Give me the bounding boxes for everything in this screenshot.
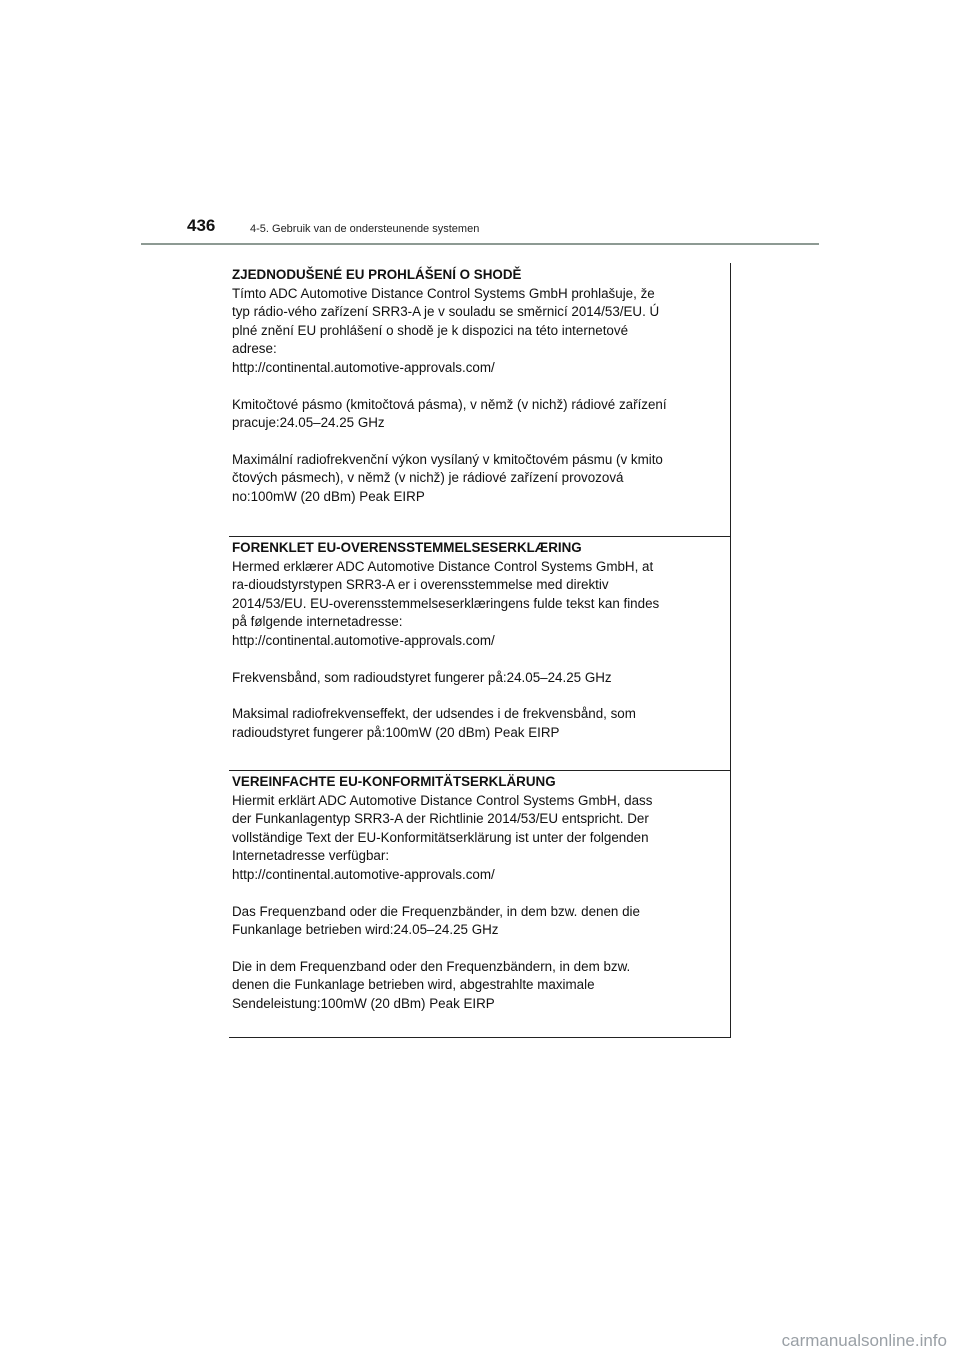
intro-line: på følgende internetadresse: [232, 614, 403, 630]
power-line: čtových pásmech), v němž (v nichž) je rádiové zařízení provozová [232, 470, 624, 486]
approval-url: http://continental.automotive-approvals.com/ [232, 866, 495, 882]
declaration-table [229, 263, 731, 1038]
frequency-line: Kmitočtové pásmo (kmitočtová pásma), v němž (v nichž) rádiové zařízení [232, 396, 667, 412]
intro-line: Internetadresse verfügbar: [232, 848, 390, 864]
declaration-block-danish [229, 536, 730, 770]
intro-line: typ rádio-vého zařízení SRR3-A je v souladu se směrnicí 2014/53/EU. Ú [232, 304, 660, 320]
block-heading: VEREINFACHTE EU-KONFORMITÄTSERKLÄRUNG [232, 774, 556, 789]
declaration-block-czech [229, 263, 730, 536]
approval-url: http://continental.automotive-approvals.com/ [232, 632, 495, 648]
intro-line: Hiermit erklärt ADC Automotive Distance Control Systems GmbH, dass [232, 792, 653, 808]
intro-line: Hermed erklærer ADC Automotive Distance Control Systems GmbH, at [232, 558, 654, 574]
intro-line: ra-dioudstyrstypen SRR3-A er i overensstemmelse med direktiv [232, 577, 609, 593]
power-line: no:100mW (20 dBm) Peak EIRP [232, 488, 425, 504]
intro-line: 2014/53/EU. EU-overensstemmelseserklæringens fulde tekst kan findes [232, 595, 660, 611]
page-number: 436 [187, 216, 216, 235]
block-heading: FORENKLET EU-OVERENSSTEMMELSESERKLÆRING [232, 540, 582, 555]
frequency-line: pracuje:24.05–24.25 GHz [232, 415, 385, 431]
intro-line: adrese: [232, 341, 277, 357]
intro-line: vollständige Text der EU-Konformitätserklärung ist unter der folgenden [232, 829, 649, 845]
frequency-line: Frekvensbånd, som radioudstyret fungerer på:24.05–24.25 GHz [232, 669, 612, 685]
frequency-line: Funkanlage betrieben wird:24.05–24.25 GHz [232, 922, 499, 938]
power-line: Maksimal radiofrekvenseffekt, der udsendes i de frekvensbånd, som [232, 706, 636, 722]
intro-line: der Funkanlagentyp SRR3-A der Richtlinie 2014/53/EU entspricht. Der [232, 811, 649, 827]
power-line: radioudstyret fungerer på:100mW (20 dBm) Peak EIRP [232, 724, 560, 740]
header-divider [141, 243, 819, 245]
power-line: Sendeleistung:100mW (20 dBm) Peak EIRP [232, 995, 495, 1011]
block-heading: ZJEDNODUŠENÉ EU PROHLÁŠENÍ O SHODĚ [232, 267, 522, 282]
site-watermark: carmanualsonline.info [781, 1331, 947, 1350]
declaration-block-german [229, 770, 730, 1037]
power-line: Maximální radiofrekvenční výkon vysílaný v kmitočtovém pásmu (v kmito [232, 451, 663, 467]
section-title: 4-5. Gebruik van de ondersteunende systemen [250, 223, 480, 235]
frequency-line: Das Frequenzband oder die Frequenzbänder, in dem bzw. denen die [232, 903, 640, 919]
intro-line: Tímto ADC Automotive Distance Control Systems GmbH prohlašuje, že [232, 285, 655, 301]
intro-line: plné znění EU prohlášení o shodě je k dispozici na této internetové [232, 322, 629, 338]
power-line: Die in dem Frequenzband oder den Frequenzbändern, in dem bzw. [232, 958, 631, 974]
power-line: denen die Funkanlage betrieben wird, abgestrahlte maximale [232, 977, 595, 993]
approval-url: http://continental.automotive-approvals.com/ [232, 359, 495, 375]
